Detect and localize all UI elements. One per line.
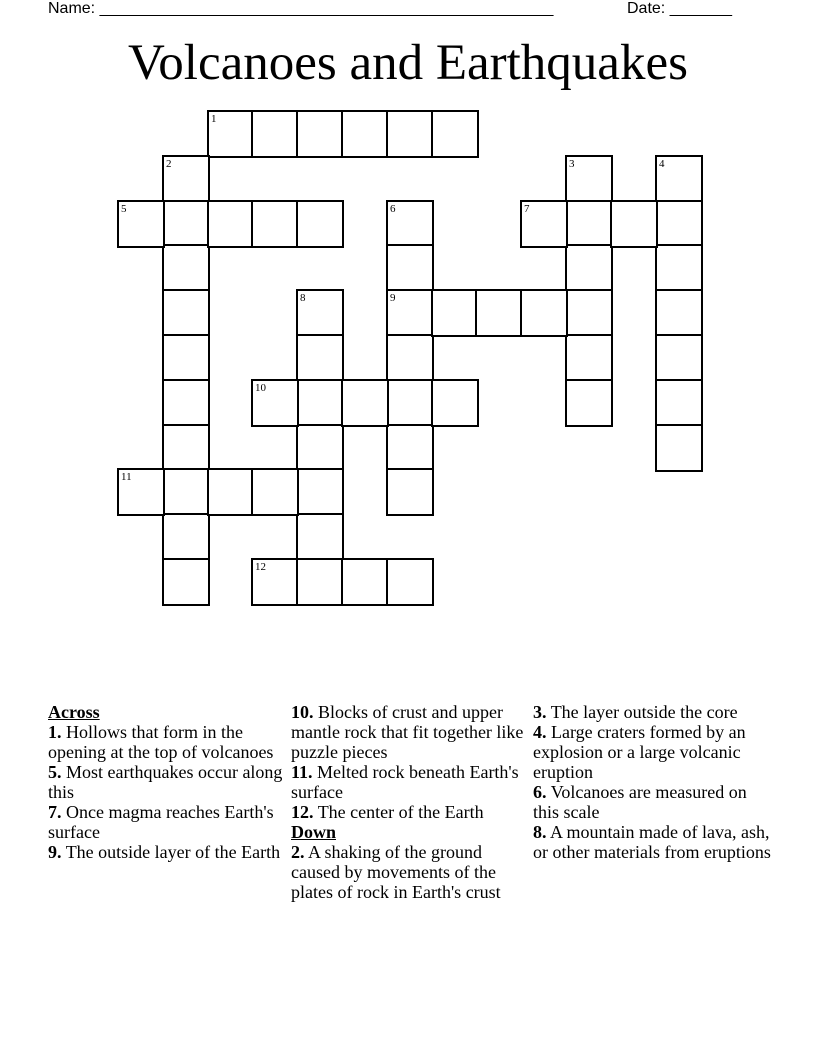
clue-text: The center of the Earth xyxy=(317,802,484,822)
grid-cell[interactable] xyxy=(386,468,434,516)
grid-cell[interactable] xyxy=(251,110,299,158)
grid-cell[interactable] xyxy=(386,200,434,248)
clue-number-label: 9 xyxy=(390,292,396,304)
grid-cell[interactable] xyxy=(610,200,658,248)
clue-down-4 xyxy=(533,722,773,782)
clue-number: 8. xyxy=(533,822,547,842)
clue-across-12 xyxy=(291,802,531,822)
clue-number-label: 11 xyxy=(121,471,132,483)
grid-cell[interactable] xyxy=(296,110,344,158)
grid-cell[interactable] xyxy=(431,289,479,337)
clue-number-label: 7 xyxy=(524,203,530,215)
clue-text: The layer outside the core xyxy=(550,702,738,722)
clue-number-label: 3 xyxy=(569,158,575,170)
clue-across-11 xyxy=(291,762,531,802)
grid-cell[interactable] xyxy=(386,289,434,337)
grid-cell[interactable] xyxy=(565,334,613,382)
down-heading: Down xyxy=(291,822,337,842)
grid-cell[interactable] xyxy=(296,558,344,606)
clue-number: 10. xyxy=(291,702,314,722)
clue-across-10 xyxy=(291,702,531,762)
clue-text: Blocks of crust and upper mantle rock that fit together like puzzle pieces xyxy=(291,702,524,762)
across-heading: Across xyxy=(48,702,100,722)
grid-cell[interactable] xyxy=(207,200,255,248)
clue-number-label: 2 xyxy=(166,158,172,170)
grid-cell[interactable] xyxy=(655,289,703,337)
grid-cell[interactable] xyxy=(341,110,389,158)
clue-text: Melted rock beneath Earth's surface xyxy=(291,762,519,802)
grid-cell[interactable] xyxy=(386,558,434,606)
grid-cell[interactable] xyxy=(565,200,613,248)
grid-cell[interactable] xyxy=(117,468,165,516)
grid-cell[interactable] xyxy=(296,200,344,248)
clue-number: 5. xyxy=(48,762,62,782)
grid-cell[interactable] xyxy=(655,424,703,472)
grid-cell[interactable] xyxy=(251,379,299,427)
grid-cell[interactable] xyxy=(162,244,210,292)
clue-text: A shaking of the ground caused by movements of the plates of rock in Earth's crust xyxy=(291,842,501,902)
grid-cell[interactable] xyxy=(386,334,434,382)
name-line: Name: ___________________________________________________ xyxy=(48,0,554,17)
grid-cell[interactable] xyxy=(296,513,344,561)
grid-cell[interactable] xyxy=(251,558,299,606)
grid-cell[interactable] xyxy=(655,244,703,292)
grid-cell[interactable] xyxy=(655,200,703,248)
clue-number-label: 10 xyxy=(255,382,266,394)
grid-cell[interactable] xyxy=(565,155,613,203)
clue-number: 12. xyxy=(291,802,314,822)
grid-cell[interactable] xyxy=(386,110,434,158)
grid-cell[interactable] xyxy=(162,558,210,606)
grid-cell[interactable] xyxy=(162,155,210,203)
grid-cell[interactable] xyxy=(341,379,389,427)
clue-number: 1. xyxy=(48,722,62,742)
clue-across-7 xyxy=(48,802,288,842)
grid-cell[interactable] xyxy=(251,468,299,516)
grid-cell[interactable] xyxy=(520,289,568,337)
grid-cell[interactable] xyxy=(162,200,210,248)
grid-cell[interactable] xyxy=(296,289,344,337)
clue-down-6 xyxy=(533,782,773,822)
grid-cell[interactable] xyxy=(207,468,255,516)
grid-cell[interactable] xyxy=(162,289,210,337)
grid-cell[interactable] xyxy=(565,244,613,292)
clue-text: A mountain made of lava, ash, or other materials from eruptions xyxy=(533,822,771,862)
clue-text: Hollows that form in the opening at the top of volcanoes xyxy=(48,722,274,762)
clue-number-label: 8 xyxy=(300,292,306,304)
grid-cell[interactable] xyxy=(296,379,344,427)
clue-number: 6. xyxy=(533,782,547,802)
grid-cell[interactable] xyxy=(162,379,210,427)
grid-cell[interactable] xyxy=(655,334,703,382)
grid-cell[interactable] xyxy=(162,468,210,516)
clue-across-9 xyxy=(48,842,288,862)
clue-number: 4. xyxy=(533,722,547,742)
grid-cell[interactable] xyxy=(162,513,210,561)
grid-cell[interactable] xyxy=(520,200,568,248)
clue-number-label: 5 xyxy=(121,203,127,215)
clue-number: 7. xyxy=(48,802,62,822)
clue-number-label: 12 xyxy=(255,561,266,573)
grid-cell[interactable] xyxy=(207,110,255,158)
grid-cell[interactable] xyxy=(162,424,210,472)
clue-number-label: 6 xyxy=(390,203,396,215)
clues-column-1 xyxy=(48,702,288,862)
clue-number-label: 1 xyxy=(211,113,217,125)
grid-cell[interactable] xyxy=(431,379,479,427)
clue-across-5 xyxy=(48,762,288,802)
grid-cell[interactable] xyxy=(431,110,479,158)
clue-number: 11. xyxy=(291,762,313,782)
page-title: Volcanoes and Earthquakes xyxy=(128,35,688,91)
clue-text: The outside layer of the Earth xyxy=(65,842,281,862)
grid-cell[interactable] xyxy=(251,200,299,248)
grid-cell[interactable] xyxy=(162,334,210,382)
clue-number: 3. xyxy=(533,702,547,722)
clue-number: 2. xyxy=(291,842,305,862)
grid-cell[interactable] xyxy=(475,289,523,337)
grid-cell[interactable] xyxy=(296,468,344,516)
date-line: Date: _______ xyxy=(627,0,732,17)
clue-across-1 xyxy=(48,722,288,762)
grid-cell[interactable] xyxy=(386,424,434,472)
clue-text: Once magma reaches Earth's surface xyxy=(48,802,274,842)
grid-cell[interactable] xyxy=(117,200,165,248)
clue-text: Large craters formed by an explosion or a large volcanic eruption xyxy=(533,722,746,782)
clues-column-2 xyxy=(291,702,531,902)
grid-cell[interactable] xyxy=(296,334,344,382)
grid-cell[interactable] xyxy=(655,155,703,203)
clue-down-2 xyxy=(291,842,531,902)
clue-text: Volcanoes are measured on this scale xyxy=(533,782,747,822)
clue-number: 9. xyxy=(48,842,62,862)
clues-column-3 xyxy=(533,702,773,862)
grid-cell[interactable] xyxy=(386,244,434,292)
grid-cell[interactable] xyxy=(386,379,434,427)
grid-cell[interactable] xyxy=(296,424,344,472)
clue-down-8 xyxy=(533,822,773,862)
clue-down-3 xyxy=(533,702,773,722)
grid-cell[interactable] xyxy=(565,289,613,337)
grid-cell[interactable] xyxy=(655,379,703,427)
clue-text: Most earthquakes occur along this xyxy=(48,762,283,802)
clue-number-label: 4 xyxy=(659,158,665,170)
grid-cell[interactable] xyxy=(341,558,389,606)
grid-cell[interactable] xyxy=(565,379,613,427)
